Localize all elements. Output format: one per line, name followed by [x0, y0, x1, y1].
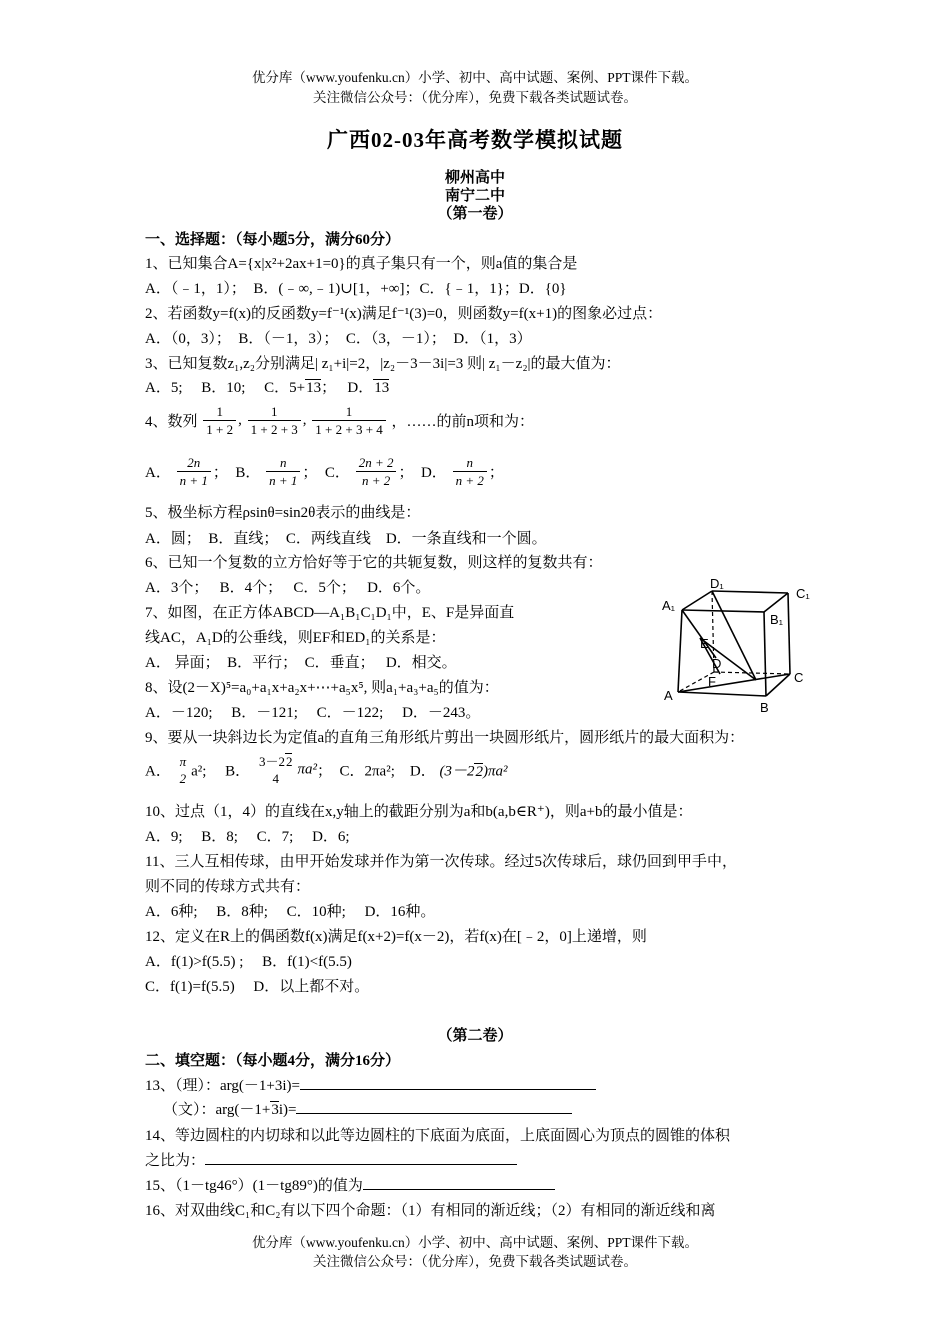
- question-7-options: A． 异面； B．平行； C．垂直； D．相交。: [145, 655, 457, 671]
- question-5: 5、极坐标方程ρsinθ=sin2θ表示的曲线是：: [145, 505, 421, 521]
- part-1-heading: （第一卷）: [437, 206, 513, 222]
- fill-13-a: 13、（理）：arg(－1+3i)=: [145, 1074, 596, 1095]
- school-2: 南宁二中: [444, 188, 505, 204]
- fill-16: 16、对双曲线C₁和C₂有以下四个命题：（1）有相同的渐近线；（2）有相同的渐近线和离: [145, 1203, 716, 1219]
- label-c1: C₁: [796, 586, 810, 601]
- label-a: A: [664, 688, 673, 703]
- question-12-options-ab: A．f(1)>f(5.5) ; B．f(1)<f(5.5): [145, 954, 352, 970]
- label-b: B: [760, 700, 769, 715]
- question-5-options: A．圆； B．直线； C．两线直线 D．一条直线和一个圆。: [145, 531, 547, 547]
- question-11-line-1: 11、三人互相传球，由甲开始发球并作为第一次传球。经过5次传球后，球仍回到甲手中，: [145, 854, 737, 870]
- question-10-options: A．9; B．8; C．7; D．6;: [145, 829, 350, 845]
- page-title: 广西02-03年高考数学模拟试题: [327, 128, 623, 152]
- label-d: D: [712, 656, 722, 671]
- question-9: 9、要从一块斜边长为定值a的直角三角形纸片剪出一块圆形纸片，圆形纸片的最大面积为：: [145, 730, 745, 746]
- question-11-line-2: 则不同的传球方式共有：: [145, 879, 311, 895]
- question-3-options: A．5; B．10; C．5+13； D．13: [145, 380, 390, 396]
- label-e: E: [700, 636, 709, 651]
- question-4-options: A． $\frac{2n}{n + 1}$ ； B． $\frac{n}{n + 1}$ ； C． $\frac{2n + 2}{n + 2}$ ； D． $\frac{n}{n + 2}$ ；: [145, 455, 504, 488]
- header-line-2: 关注微信公众号：（优分库），免费下载各类试题试卷。: [313, 90, 637, 105]
- fill-13-b: （文）：arg(－1+3i)=: [163, 1098, 572, 1119]
- question-9-options: A． π 2 a²; B． 3－22 4 πa²； C．2πa²; D． (3－22)πa²: [145, 754, 508, 786]
- part-2-heading: （第二卷）: [437, 1028, 513, 1044]
- label-d1: D₁: [710, 576, 724, 591]
- label-f: F: [708, 674, 716, 689]
- section-2-heading: 二、填空题：（每小题4分，满分16分）: [145, 1053, 401, 1069]
- cube-figure: [660, 576, 820, 716]
- section-1-heading: 一、选择题：（每小题5分，满分60分）: [145, 232, 401, 248]
- question-7-line-1: 7、如图，在正方体ABCD—A₁B₁C₁D₁中，E、F是异面直: [145, 605, 515, 621]
- label-a1: A₁: [662, 598, 676, 613]
- question-10: 10、过点（1，4）的直线在x,y轴上的截距分别为a和b(a,b∈R⁺)，则a+b的最小值是：: [145, 804, 693, 820]
- question-1: 1、已知集合A={x|x²+2ax+1=0}的真子集只有一个，则a值的集合是: [145, 256, 578, 272]
- fill-15: 15、（1－tg46°）(1－tg89°)的值为: [145, 1174, 555, 1195]
- question-3: 3、已知复数z₁,z₂分别满足| z₁+i|=2，|z₂－3－3i|=3 则| z₁－z₂|的最大值为：: [145, 356, 621, 372]
- question-12-options-cd: C．f(1)=f(5.5) D．以上都不对。: [145, 979, 370, 995]
- footer-line-1: 优分库（www.youfenku.cn）小学、初中、高中试题、案例、PPT课件下载。: [251, 1235, 699, 1250]
- label-c: C: [794, 670, 804, 685]
- question-4: 4、数列 $\frac{1}{1 + 2}$ , $\frac{1}{1 + 2 + 3}$ , $\frac{1}{1 + 2 + 3 + 4}$ ，……的前n项和为：: [145, 404, 535, 437]
- question-8-options: A．－120; B．－121; C．－122; D．－243。: [145, 705, 481, 721]
- fill-14-line-1: 14、等边圆柱的内切球和以此等边圆柱的下底面为底面，上底面圆心为顶点的圆锥的体积: [145, 1128, 731, 1144]
- header-line-1: 优分库（www.youfenku.cn）小学、初中、高中试题、案例、PPT课件下载。: [251, 70, 699, 85]
- question-2: 2、若函数y=f(x)的反函数y=f⁻¹(x)满足f⁻¹(3)=0，则函数y=f(x+1)的图象必过点：: [145, 306, 663, 322]
- fill-14-line-2: 之比为：: [145, 1149, 517, 1170]
- question-6: 6、已知一个复数的立方恰好等于它的共轭复数，则这样的复数共有：: [145, 555, 603, 571]
- question-8: 8、设(2－X)⁵=a₀+a₁x+a₂x+⋯+a₅x⁵, 则a₁+a₃+a₅的值为：: [145, 680, 499, 696]
- footer-line-2: 关注微信公众号：（优分库），免费下载各类试题试卷。: [313, 1254, 637, 1269]
- question-7-line-2: 线AC，A₁D的公垂线，则EF和ED₁的关系是：: [145, 630, 446, 646]
- question-12: 12、定义在R上的偶函数f(x)满足f(x+2)=f(x－2)，若f(x)在[﹣2，0]上递增，则: [145, 929, 647, 945]
- question-11-options: A．6种; B．8种; C．10种; D．16种。: [145, 904, 436, 920]
- school-1: 柳州高中: [444, 170, 505, 186]
- question-6-options: A．3个； B．4个； C．5个； D．6个。: [145, 580, 431, 596]
- question-2-options: A．（0，3）； B．（－1，3）； C．（3，－1）； D．（1，3）: [145, 331, 532, 347]
- label-b1: B₁: [770, 612, 784, 627]
- question-1-options: A．（﹣1，1）； B．(﹣∞,﹣1)∪[1，+∞]；C．{﹣1，1}；D．{0}: [145, 281, 567, 297]
